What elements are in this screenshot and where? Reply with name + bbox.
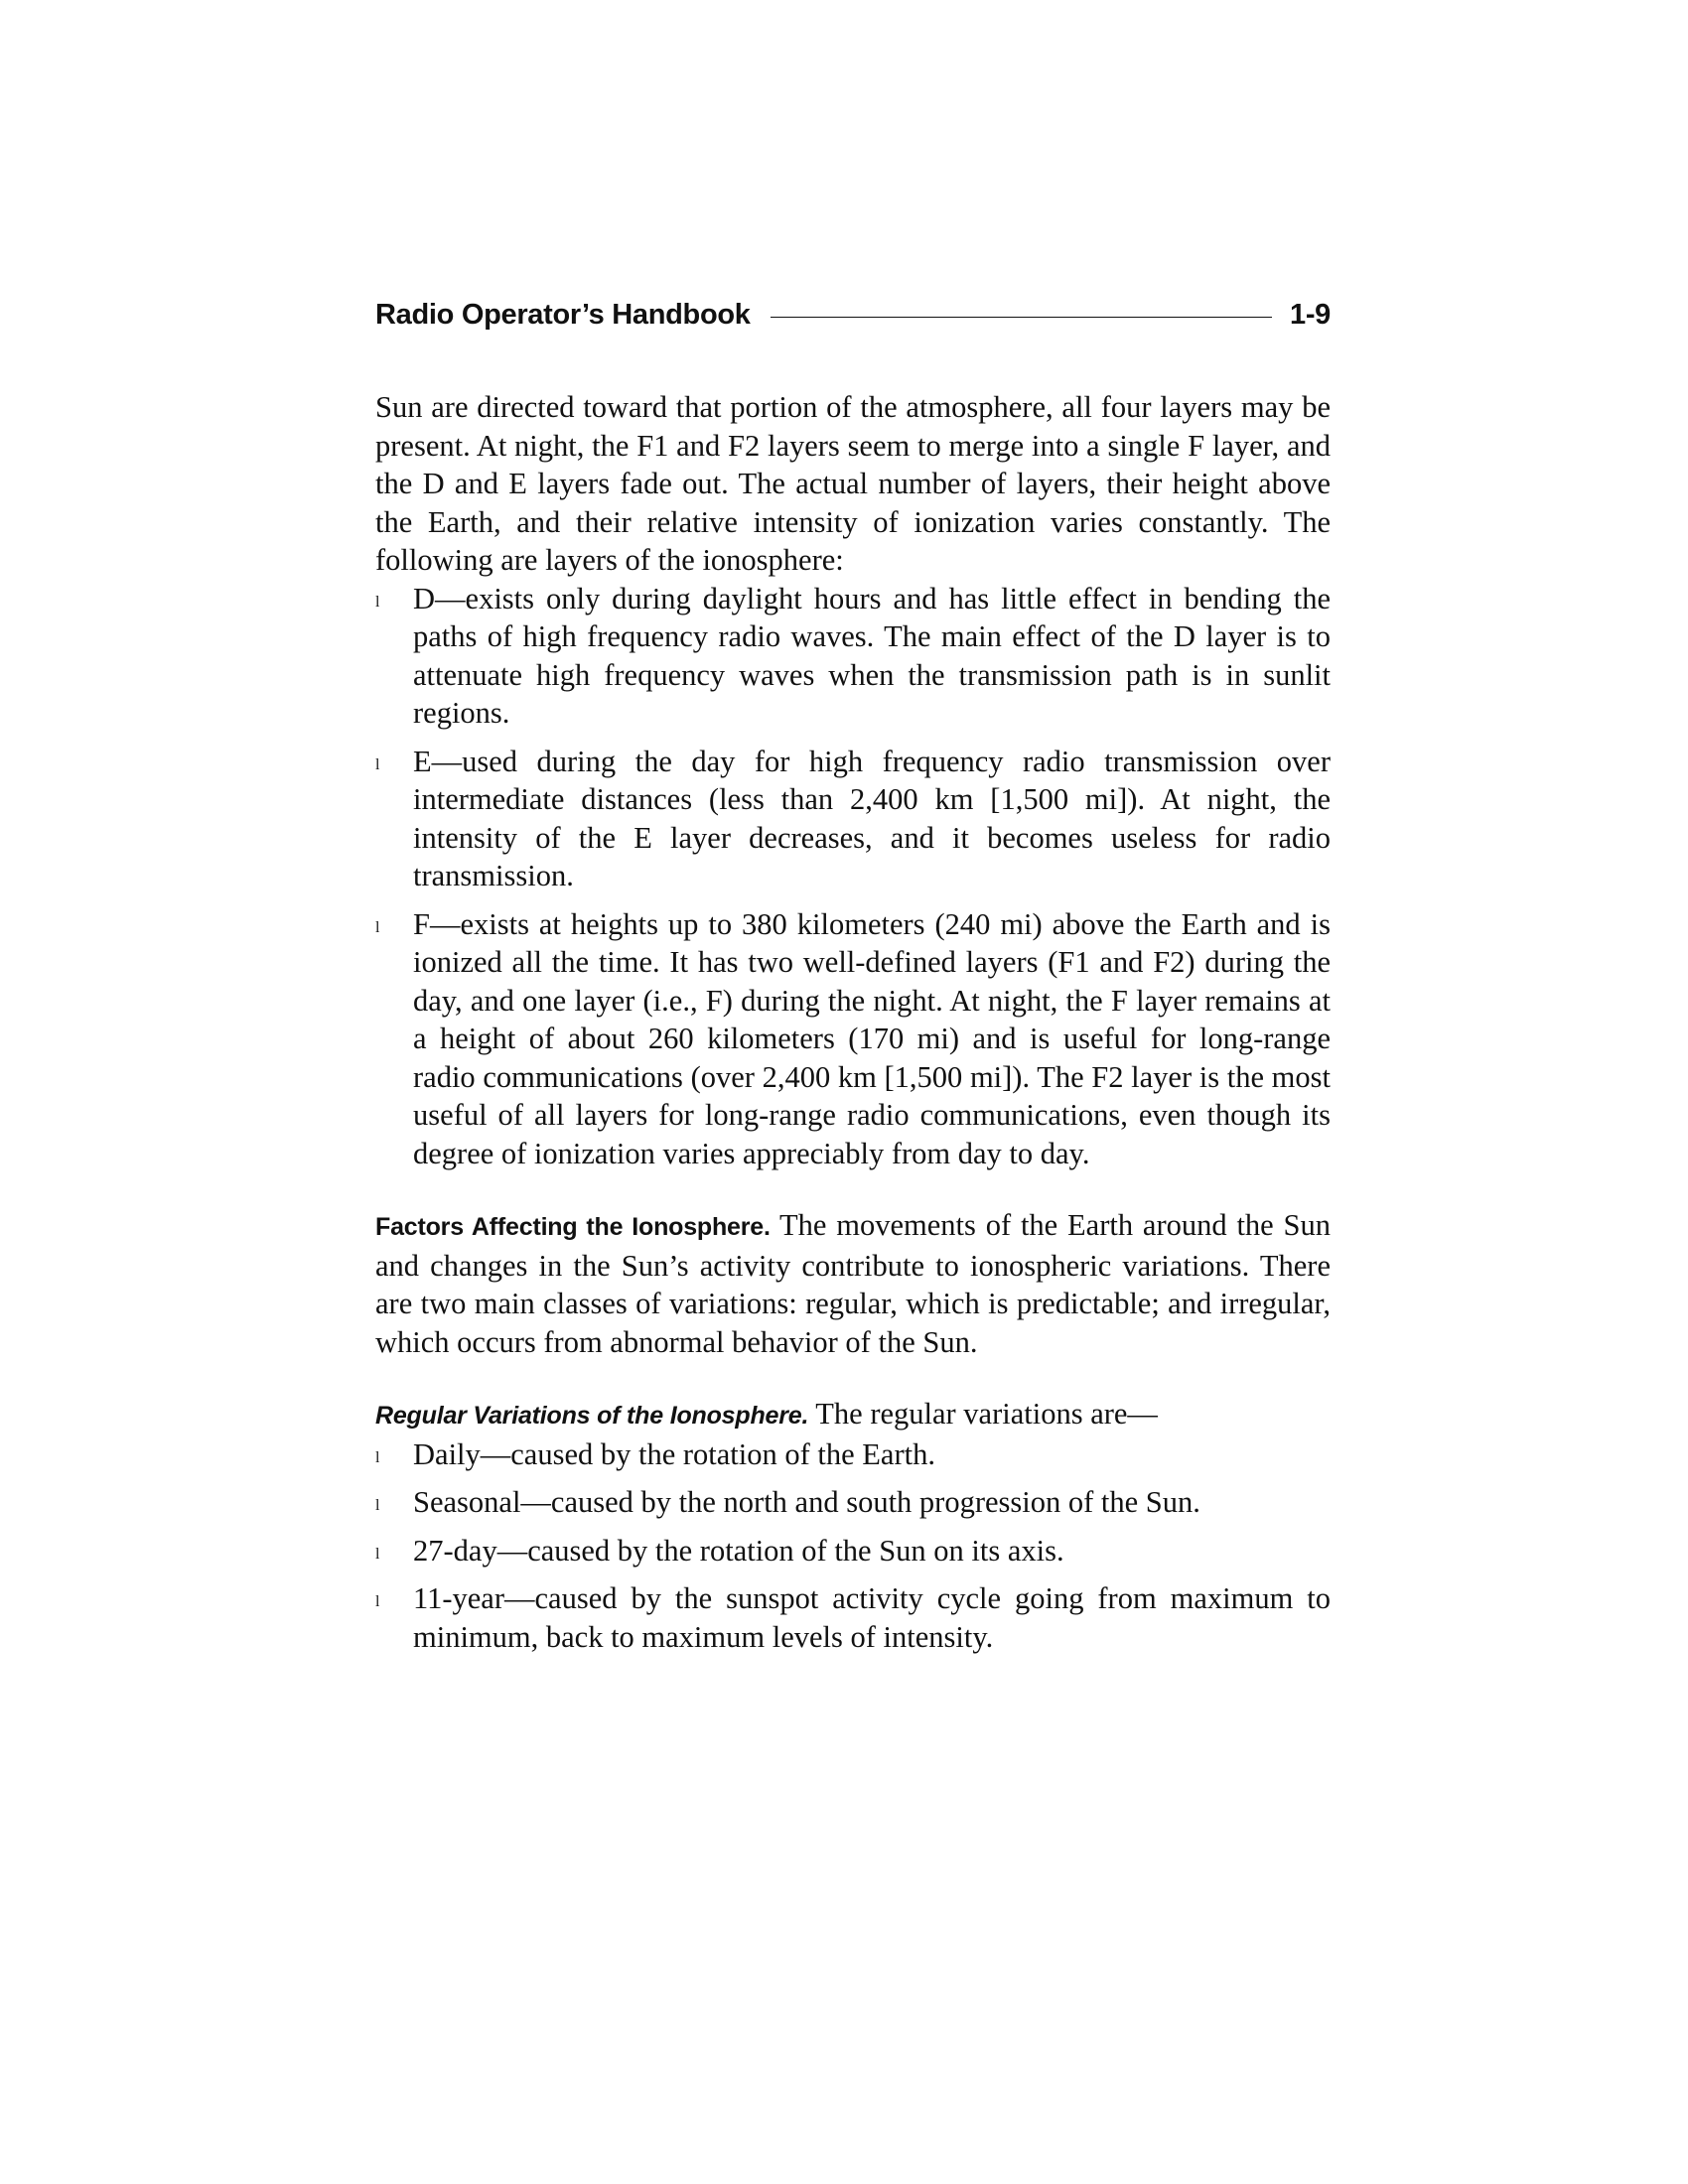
body-text xyxy=(375,388,1331,1656)
regular-variations-text: The regular variations are— xyxy=(808,1397,1158,1431)
list-item-daily xyxy=(375,1435,1331,1474)
list-item-seasonal xyxy=(375,1483,1331,1522)
bullet-icon: l xyxy=(375,1497,380,1514)
page-number: 1-9 xyxy=(1289,298,1331,331)
section-heading-regular-variations: Regular Variations of the Ionosphere. xyxy=(375,1402,809,1430)
list-item-text: Daily—caused by the rotation of the Earth. xyxy=(413,1436,935,1471)
bullet-icon: l xyxy=(375,755,380,773)
list-item-d-layer xyxy=(375,580,1331,733)
running-header xyxy=(375,294,1331,336)
list-item-text: E—used during the day for high frequency radio transmission over intermediate distances (less than 2,400 km [1,500 mi]). At night, the intensity of the E layer decreases, and it becomes useless for radio transmission. xyxy=(413,744,1331,892)
list-item-e-layer xyxy=(375,743,1331,895)
list-item-text: D—exists only during daylight hours and has little effect in bending the paths of high frequency radio waves. The main effect of the D layer is to attenuate high frequency waves when the transmission path is in sunlit regions. xyxy=(413,581,1331,730)
list-item-11-year xyxy=(375,1579,1331,1656)
list-item-text: Seasonal—caused by the north and south progression of the Sun. xyxy=(413,1485,1200,1519)
regular-variations-list xyxy=(375,1435,1331,1657)
bullet-icon: l xyxy=(375,918,380,936)
header-rule xyxy=(771,317,1272,318)
ionosphere-layers-list xyxy=(375,580,1331,1173)
list-item-27-day xyxy=(375,1532,1331,1570)
book-title: Radio Operator’s Handbook xyxy=(375,298,751,331)
regular-variations-paragraph xyxy=(375,1395,1331,1435)
list-item-text: F—exists at heights up to 380 kilometers (240 mi) above the Earth and is ionized all the time. It has two well-defined layers (F1 and F2) during the day, and one layer (i.e., F) during the night. At night, the F layer remains at a height of about 260 kilometers (170 mi) and is useful for long-range radio communications (over 2,400 km [1,500 mi]). The F2 layer is the most useful of all layers for long-range radio communications, even though its degree of ionization varies appreciably from day to day. xyxy=(413,906,1331,1170)
section-heading-factors: Factors Affecting the Ionosphere. xyxy=(375,1213,771,1241)
document-page xyxy=(375,294,1331,1666)
bullet-icon: l xyxy=(375,1593,380,1610)
bullet-icon: l xyxy=(375,1545,380,1563)
factors-text: The movements of the Earth around the Sun and changes in the Sun’s activity contribute to ionospheric variations. There are two main classes of variations: regular, which is predictable; and irregular, which occurs from abnormal behavior of the Sun. xyxy=(375,1208,1331,1359)
bullet-icon: l xyxy=(375,593,380,611)
bullet-icon: l xyxy=(375,1448,380,1466)
factors-paragraph xyxy=(375,1206,1331,1361)
list-item-text: 11-year—caused by the sunspot activity cycle going from maximum to minimum, back to maximum levels of intensity. xyxy=(413,1581,1331,1654)
intro-paragraph: Sun are directed toward that portion of the atmosphere, all four layers may be present. At night, the F1 and F2 layers seem to merge into a single F layer, and the D and E layers fade out. The actual number of layers, their height above the Earth, and their relative intensity of ionization varies constantly. The following are layers of the ionosphere: xyxy=(375,390,1331,577)
list-item-text: 27-day—caused by the rotation of the Sun on its axis. xyxy=(413,1533,1064,1568)
list-item-f-layer xyxy=(375,905,1331,1173)
